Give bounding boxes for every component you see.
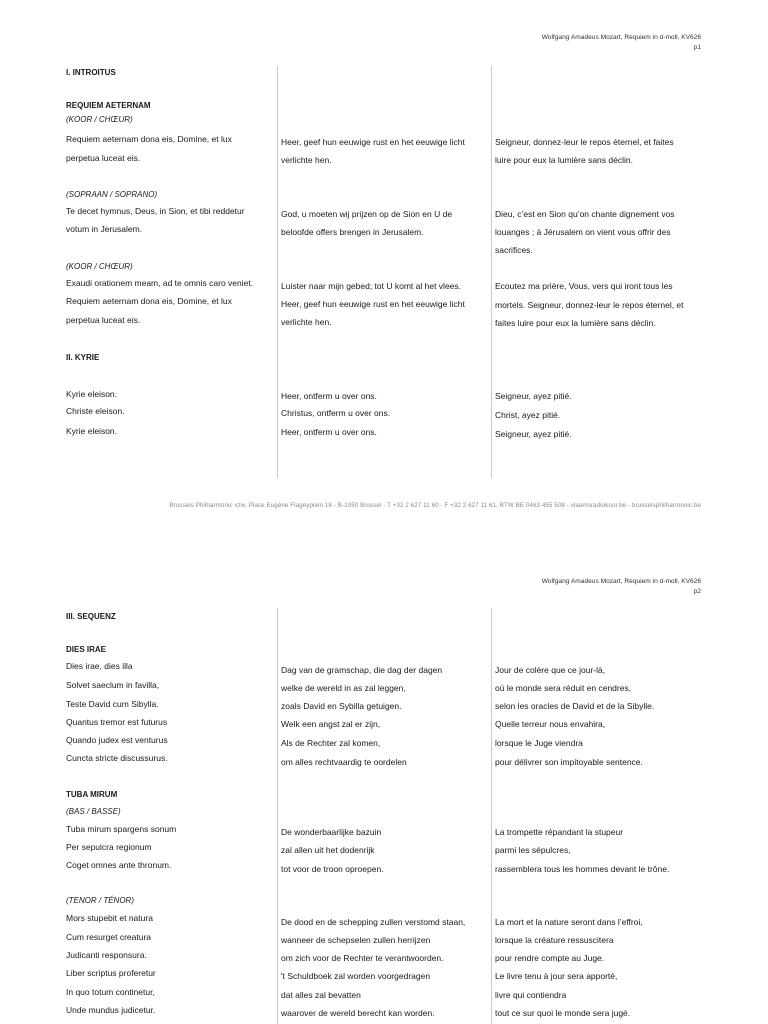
header-page-number: p1 (693, 44, 701, 51)
dutch-line: Als de Rechter zal komen, (281, 738, 381, 748)
voice-label: (BAS / BASSE) (66, 807, 121, 816)
column-divider (491, 66, 492, 478)
latin-line: Mors stupebit et natura (66, 913, 153, 923)
column-divider (491, 608, 492, 1024)
french-line: Dieu, c’est en Sion qu’on chante dignement vos (495, 209, 675, 219)
latin-line: Tuba mirum spargens sonum (66, 824, 177, 834)
latin-line: Cuncta stricte discussurus. (66, 753, 168, 763)
movement-heading: DIES IRAE (66, 645, 107, 654)
latin-line: Kyrie eleison. (66, 426, 118, 436)
dutch-line: Heer, ontferm u over ons. (281, 427, 377, 437)
dutch-line: dat alles zal bevatten (281, 990, 361, 1000)
header-title: Wolfgang Amadeus Mozart, Requiem in d-moll, KV626 (541, 34, 701, 41)
latin-line: Quando judex est venturus (66, 735, 168, 745)
french-line: parmi les sépulcres, (495, 845, 571, 855)
french-line: Christ, ayez pitié. (495, 410, 561, 420)
french-line: Seigneur, donnez-leur le repos éternel, et faites (495, 137, 674, 147)
section-title: III. SEQUENZ (66, 612, 116, 621)
voice-label: (KOOR / CHŒUR) (66, 115, 133, 124)
latin-line: Quantus tremor est futurus (66, 717, 168, 727)
latin-line: Exaudi orationem meam, ad te omnis caro veniet. (66, 278, 254, 288)
latin-line: Christe eleison. (66, 406, 125, 416)
dutch-line: Heer, geef hun eeuwige rust en het eeuwige licht (281, 299, 465, 309)
latin-line: perpetua luceat eis. (66, 315, 141, 325)
french-line: Ecoutez ma prière, Vous, vers qui iront tous les (495, 281, 673, 291)
dutch-line: verlichte hen. (281, 155, 332, 165)
latin-line: In quo totum continetur, (66, 987, 155, 997)
french-line: Seigneur, ayez pitié. (495, 391, 572, 401)
latin-line: Requiem aeternam dona eis, Domine, et lux (66, 296, 232, 306)
latin-line: perpetua luceat eis. (66, 153, 141, 163)
dutch-line: Christus, ontferm u over ons. (281, 408, 391, 418)
french-line: tout ce sur quoi le monde sera jugé. (495, 1008, 631, 1018)
column-divider (277, 66, 278, 478)
voice-label: (TENOR / TÉNOR) (66, 896, 134, 905)
latin-line: votum in Jerusalem. (66, 224, 143, 234)
dutch-line: zal allen uit het dodenrijk (281, 845, 375, 855)
voice-label: (SOPRAAN / SOPRANO) (66, 190, 158, 199)
dutch-line: beloofde offers brengen in Jerusalem. (281, 227, 424, 237)
dutch-line: wanneer de schepselen zullen herrijzen (281, 935, 431, 945)
movement-heading: REQUIEM AETERNAM (66, 101, 151, 110)
french-line: La trompette répandant la stupeur (495, 827, 624, 837)
dutch-line: Heer, ontferm u over ons. (281, 391, 377, 401)
dutch-line: Welk een angst zal er zijn, (281, 719, 381, 729)
french-line: rassemblera tous les hommes devant le trône. (495, 864, 670, 874)
dutch-line: Heer, geef hun eeuwige rust en het eeuwige licht (281, 137, 465, 147)
dutch-line: Luister naar mijn gebed; tot U komt al het vlees. (281, 281, 462, 291)
french-line: lorsque la créature ressuscitera (495, 935, 614, 945)
latin-line: Coget omnes ante thronum. (66, 860, 172, 870)
page-header (542, 577, 701, 597)
dutch-line: waarover de wereld berecht kan worden. (281, 1008, 435, 1018)
french-line: mortels. Seigneur, donnez-leur le repos éternel, et (495, 300, 684, 310)
dutch-line: Dag van de gramschap, die dag der dagen (281, 665, 443, 675)
latin-line: Judicanti responsura. (66, 950, 147, 960)
latin-line: Per sepulcra regionum (66, 842, 152, 852)
latin-line: Requiem aeternam dona eis, Domine, et lux (66, 134, 232, 144)
latin-line: Kyrie eleison. (66, 389, 118, 399)
french-line: Quelle terreur nous envahira, (495, 719, 606, 729)
french-line: pour délivrer son impitoyable sentence. (495, 757, 643, 767)
dutch-line: God, u moeten wij prijzen op de Sion en U de (281, 209, 453, 219)
section-title: I. INTROITUS (66, 68, 116, 77)
column-divider (277, 608, 278, 1024)
latin-line: Teste David cum Sibylla. (66, 699, 159, 709)
dutch-line: zoals David en Sybilla getuigen. (281, 701, 402, 711)
voice-label: (KOOR / CHŒUR) (66, 262, 133, 271)
french-line: livre qui contiendra (495, 990, 567, 1000)
latin-line: Solvet saeclum in favilla, (66, 680, 160, 690)
section-title: II. KYRIE (66, 353, 100, 362)
french-line: faites luire pour eux la lumière sans déclin. (495, 318, 656, 328)
dutch-line: De wonderbaarlijke bazuin (281, 827, 382, 837)
page-footer: Brussels Philharmonic vzw, Place Eugène Flageyplein 18 - B-1050 Brussel - T +32 2 627 11 60 - F +32 2 627 11 61, BTW BE 0463 455 508 - vlaamsradiokoor.be - brusselsphilharmonic.be (169, 502, 701, 509)
header-title: Wolfgang Amadeus Mozart, Requiem in d-moll, KV626 (541, 578, 701, 585)
dutch-line: om alles rechtvaardig te oordelen (281, 757, 407, 767)
french-line: luire pour eux la lumière sans déclin. (495, 155, 633, 165)
french-line: selon les oracles de David et de la Sibylle. (495, 701, 655, 711)
french-line: louanges ; à Jérusalem on vient vous offrir des (495, 227, 671, 237)
header-page-number: p2 (693, 588, 701, 595)
latin-line: Dies irae, dies illa (66, 661, 133, 671)
french-line: Seigneur, ayez pitié. (495, 429, 572, 439)
movement-heading: TUBA MIRUM (66, 790, 118, 799)
french-line: pour rendre compte au Juge. (495, 953, 605, 963)
dutch-line: De dood en de schepping zullen verstomd staan, (281, 917, 466, 927)
dutch-line: tot voor de troon oproepen. (281, 864, 384, 874)
french-line: lorsque le Juge viendra (495, 738, 583, 748)
french-line: où le monde sera réduit en cendres, (495, 683, 632, 693)
page-header (542, 33, 701, 53)
latin-line: Cum resurget creatura (66, 932, 152, 942)
latin-line: Liber scriptus proferetur (66, 968, 156, 978)
latin-line: Unde mundus judicetur. (66, 1005, 156, 1015)
french-line: Le livre tenu à jour sera apporté, (495, 971, 618, 981)
french-line: Jour de colère que ce jour-là, (495, 665, 606, 675)
dutch-line: om zich voor de Rechter te verantwoorden. (281, 953, 444, 963)
latin-line: Te decet hymnus, Deus, in Sion, et tibi reddetur (66, 206, 245, 216)
french-line: sacrifices. (495, 245, 533, 255)
dutch-line: verlichte hen. (281, 317, 332, 327)
dutch-line: welke de wereld in as zal leggen, (281, 683, 406, 693)
dutch-line: 't Schuldboek zal worden voorgedragen (281, 971, 431, 981)
french-line: La mort et la nature seront dans l’effroi, (495, 917, 643, 927)
